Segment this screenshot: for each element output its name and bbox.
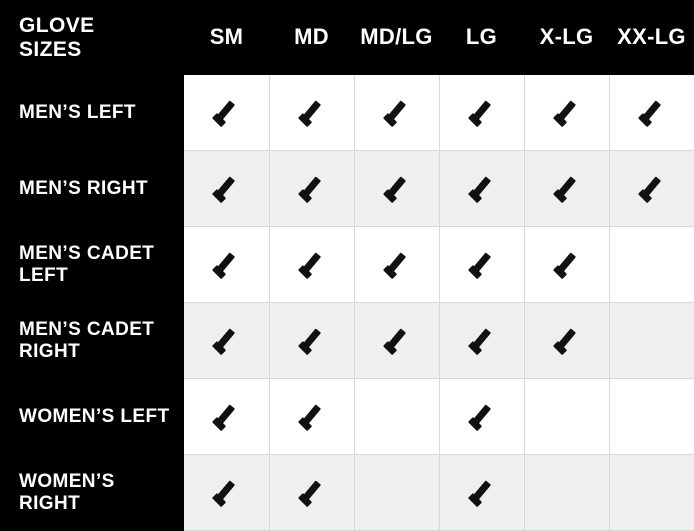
availability-cell — [354, 151, 439, 227]
cell-content — [355, 455, 439, 530]
check-icon — [467, 480, 497, 506]
row-label: MEN’S CADET RIGHT — [0, 303, 184, 379]
cell-content — [184, 227, 269, 302]
cell-content — [440, 227, 524, 302]
empty-cell — [396, 416, 397, 417]
cell-content — [270, 75, 354, 150]
availability-cell — [184, 75, 269, 151]
table-row — [0, 379, 694, 455]
check-icon — [211, 176, 241, 202]
availability-cell — [184, 379, 269, 455]
check-icon — [297, 176, 327, 202]
cell-content — [525, 151, 609, 226]
availability-cell — [184, 151, 269, 227]
cell-content — [440, 151, 524, 226]
cell-content — [355, 151, 439, 226]
check-icon — [552, 252, 582, 278]
check-icon — [467, 328, 497, 354]
table-title-text: GLOVE SIZES — [19, 14, 159, 61]
cell-content — [610, 303, 694, 378]
availability-cell — [354, 379, 439, 455]
row-label: WOMEN’S LEFT — [0, 379, 184, 455]
cell-content — [270, 455, 354, 530]
cell-content — [440, 75, 524, 150]
header-row — [0, 0, 694, 75]
availability-cell — [609, 455, 694, 531]
availability-cell — [269, 303, 354, 379]
check-icon — [211, 100, 241, 126]
availability-cell — [439, 227, 524, 303]
availability-cell — [354, 303, 439, 379]
availability-cell — [609, 227, 694, 303]
availability-cell — [184, 303, 269, 379]
column-header-x-lg: X-LG — [524, 0, 609, 75]
cell-content — [184, 75, 269, 150]
availability-cell — [269, 75, 354, 151]
cell-content — [355, 379, 439, 454]
availability-cell — [354, 75, 439, 151]
check-icon — [211, 404, 241, 430]
table-row — [0, 303, 694, 379]
cell-content — [610, 227, 694, 302]
table-row — [0, 75, 694, 151]
column-header-lg: LG — [439, 0, 524, 75]
row-label: MEN’S LEFT — [0, 75, 184, 151]
cell-content — [355, 227, 439, 302]
check-icon — [552, 176, 582, 202]
empty-cell — [566, 492, 567, 493]
check-icon — [211, 328, 241, 354]
check-icon — [382, 252, 412, 278]
check-icon — [382, 176, 412, 202]
availability-cell — [184, 227, 269, 303]
cell-content — [525, 303, 609, 378]
empty-cell — [651, 264, 652, 265]
availability-cell — [609, 303, 694, 379]
check-icon — [467, 176, 497, 202]
availability-cell — [439, 379, 524, 455]
check-icon — [467, 252, 497, 278]
availability-cell — [524, 303, 609, 379]
check-icon — [211, 480, 241, 506]
row-label: WOMEN’S RIGHT — [0, 455, 184, 531]
check-icon — [297, 404, 327, 430]
empty-cell — [651, 416, 652, 417]
check-icon — [637, 100, 667, 126]
availability-cell — [524, 379, 609, 455]
availability-cell — [439, 151, 524, 227]
cell-content — [440, 379, 524, 454]
cell-content — [610, 379, 694, 454]
availability-cell — [439, 75, 524, 151]
cell-content — [184, 379, 269, 454]
availability-cell — [524, 75, 609, 151]
cell-content — [525, 75, 609, 150]
availability-cell — [269, 379, 354, 455]
cell-content — [270, 303, 354, 378]
column-header-md: MD — [269, 0, 354, 75]
column-header-sm: SM — [184, 0, 269, 75]
cell-content — [610, 151, 694, 226]
column-header-md-lg: MD/LG — [354, 0, 439, 75]
check-icon — [467, 404, 497, 430]
empty-cell — [651, 340, 652, 341]
cell-content — [184, 303, 269, 378]
check-icon — [637, 176, 667, 202]
table-row — [0, 227, 694, 303]
availability-cell — [524, 227, 609, 303]
availability-cell — [439, 455, 524, 531]
cell-content — [525, 227, 609, 302]
availability-cell — [354, 455, 439, 531]
availability-cell — [269, 227, 354, 303]
cell-content — [184, 455, 269, 530]
cell-content — [440, 303, 524, 378]
availability-cell — [524, 151, 609, 227]
cell-content — [270, 227, 354, 302]
cell-content — [525, 379, 609, 454]
check-icon — [297, 100, 327, 126]
cell-content — [440, 455, 524, 530]
check-icon — [297, 328, 327, 354]
empty-cell — [396, 492, 397, 493]
cell-content — [270, 379, 354, 454]
availability-cell — [609, 379, 694, 455]
availability-cell — [609, 151, 694, 227]
check-icon — [552, 100, 582, 126]
availability-cell — [524, 455, 609, 531]
row-label: MEN’S CADET LEFT — [0, 227, 184, 303]
availability-cell — [609, 75, 694, 151]
cell-content — [610, 75, 694, 150]
availability-cell — [269, 455, 354, 531]
table-row — [0, 151, 694, 227]
availability-cell — [354, 227, 439, 303]
cell-content — [525, 455, 609, 530]
check-icon — [211, 252, 241, 278]
table-title — [0, 0, 184, 75]
cell-content — [355, 75, 439, 150]
check-icon — [382, 328, 412, 354]
table-row — [0, 455, 694, 531]
table-body — [0, 75, 694, 531]
check-icon — [552, 328, 582, 354]
availability-cell — [269, 151, 354, 227]
cell-content — [270, 151, 354, 226]
check-icon — [467, 100, 497, 126]
cell-content — [184, 151, 269, 226]
availability-cell — [184, 455, 269, 531]
cell-content — [355, 303, 439, 378]
empty-cell — [566, 416, 567, 417]
cell-content — [610, 455, 694, 530]
table-header — [0, 0, 694, 75]
column-header-xx-lg: XX-LG — [609, 0, 694, 75]
availability-cell — [439, 303, 524, 379]
empty-cell — [651, 492, 652, 493]
row-label: MEN’S RIGHT — [0, 151, 184, 227]
check-icon — [297, 252, 327, 278]
check-icon — [382, 100, 412, 126]
check-icon — [297, 480, 327, 506]
